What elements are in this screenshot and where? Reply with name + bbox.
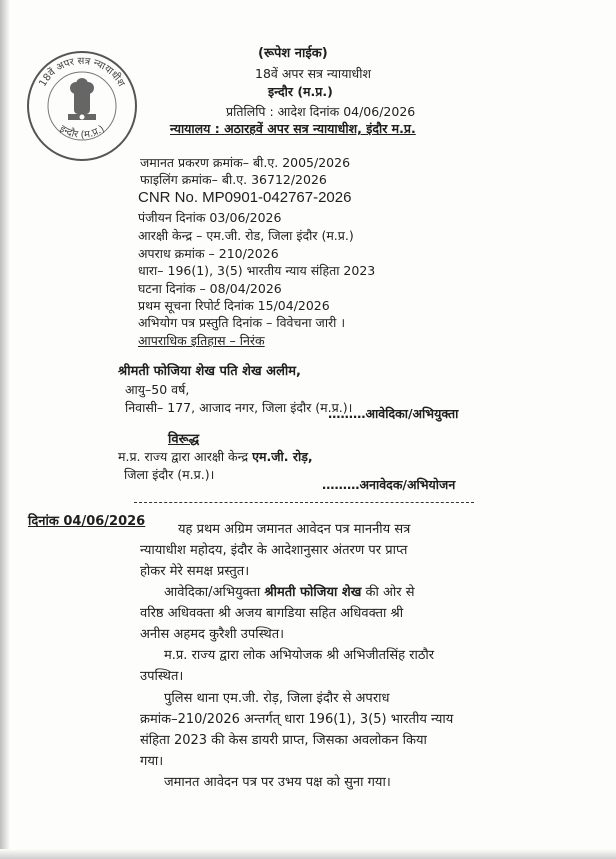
crime-number: अपराध क्रमांक – 210/2026 [138,246,279,261]
court-seal-stamp [24,48,140,164]
order-para-1-line-2: न्यायाधीश महोदय, इंदौर के आदेशानुसार अंतरण पर प्राप्त [140,543,408,558]
incident-date: घटना दिनांक – 08/04/2026 [138,281,282,296]
order-para-4-line-3: संहिता 2023 की केस डायरी प्राप्त, जिसका अवलोकन किया [140,733,427,748]
copy-of-order-line: प्रतिलिपि : आदेश दिनांक 04/06/2026 [226,104,416,119]
applicant-role-text: आवेदिका/अभियुक्ता [164,585,261,600]
court-name-line: न्यायालय : अठारहवें अपर सत्र न्यायाधीश, इंदौर म.प्र. [170,121,416,136]
on-behalf-text: की ओर से [365,585,415,600]
order-para-2-line-1 [140,582,470,603]
applicant-address: निवासी– 177, आजाद नगर, जिला इंदौर (म.प्र.)। [125,400,353,415]
respondent-line-1 [118,449,313,465]
page-shadow-left [0,0,10,859]
respondent-role: ………अनावेदक/अभियोजन [322,477,456,492]
applicant-age: आयु–50 वर्ष, [125,382,190,397]
order-para-2-line-3: अनीस अहमद कुरैशी उपस्थित। [140,627,285,642]
order-para-4-line-2: क्रमांक–210/2026 अन्तर्गत् धारा 196(1), 3(5) भारतीय न्याय [140,712,454,727]
order-para-2 [140,582,470,645]
page-shadow-bottom [0,849,616,859]
order-para-4-line-1: पुलिस थाना एम.जी. रोड़, जिला इंदौर से अपराध [164,691,390,706]
order-para-1-line-3: होकर मेरे समक्ष प्रस्तुत। [140,564,250,579]
order-para-5 [140,772,470,793]
cnr-number: CNR No. MP0901-042767-2026 [138,189,352,206]
chargesheet-status: अभियोग पत्र प्रस्तुति दिनांक – विवेचना जारी । [138,315,346,330]
order-para-5-line-1: जमानत आवेदन पत्र पर उभय पक्ष को सुना गया। [164,775,391,790]
judge-signature-name: (रूपेश नाईक) [258,46,328,61]
applicant-role: ………आवेदिका/अभियुक्ता [328,406,459,421]
respondent-police-station: एम.जी. रोड़, [252,449,313,464]
respondent-state: म.प्र. राज्य द्वारा आरक्षी केन्द्र [118,449,249,464]
respondent-district: जिला इंदौर (म.प्र.)। [124,467,215,482]
svg-text:इन्दौर (म.प्र.) [57,124,106,141]
separator-line [134,502,474,503]
bail-case-number: जमानत प्रकरण क्रमांक– बी.ए. 2005/2026 [140,155,351,170]
order-para-3-line-1: म.प्र. राज्य द्वारा लोक अभियोजक श्री अभिजीतसिंह राठौर [164,648,435,663]
order-date: दिनांक 04/06/2026 [28,514,146,529]
court-place: इन्दौर (म.प्र.) [268,84,333,99]
criminal-history: आपराधिक इतिहास – निरंक [138,333,265,348]
emblem-icon [68,78,96,120]
order-para-1 [140,519,465,582]
fir-date: प्रथम सूचना रिपोर्ट दिनांक 15/04/2026 [138,298,330,313]
police-station: आरक्षी केन्द्र – एम.जी. रोड, जिला इंदौर (म.प्र.) [138,228,354,243]
order-para-4-line-4: गया। [140,754,164,769]
seal-ring-text-top: 18वें अपर सत्र न्यायाधीश [37,55,127,89]
seal-ring-text-bottom: इन्दौर (म.प्र.) [57,123,107,141]
applicant-name: श्रीमती फोजिया शेख पति शेख अलीम, [118,364,301,379]
order-para-1-line-1: यह प्रथम अग्रिम जमानत आवेदन पत्र माननीय सत्र [178,522,411,537]
versus-label: विरूद्ध [168,432,200,447]
judge-designation: 18वें अपर सत्र न्यायाधीश [255,66,371,81]
order-para-3 [140,645,470,687]
applicant-name-text: श्रीमती फोजिया शेख [264,585,362,600]
legal-sections: धारा– 196(1), 3(5) भारतीय न्याय संहिता 2023 [138,263,376,278]
order-para-2-line-2: वरिष्ठ अधिवक्ता श्री अजय बागडिया सहित अधिवक्ता श्री [140,606,404,621]
order-para-4 [140,688,470,772]
filing-number: फाइलिंग क्रमांक– बी.ए. 36712/2026 [140,172,327,187]
order-para-3-line-2: उपस्थित। [140,669,184,684]
registration-date: पंजीयन दिनांक 03/06/2026 [138,210,282,225]
